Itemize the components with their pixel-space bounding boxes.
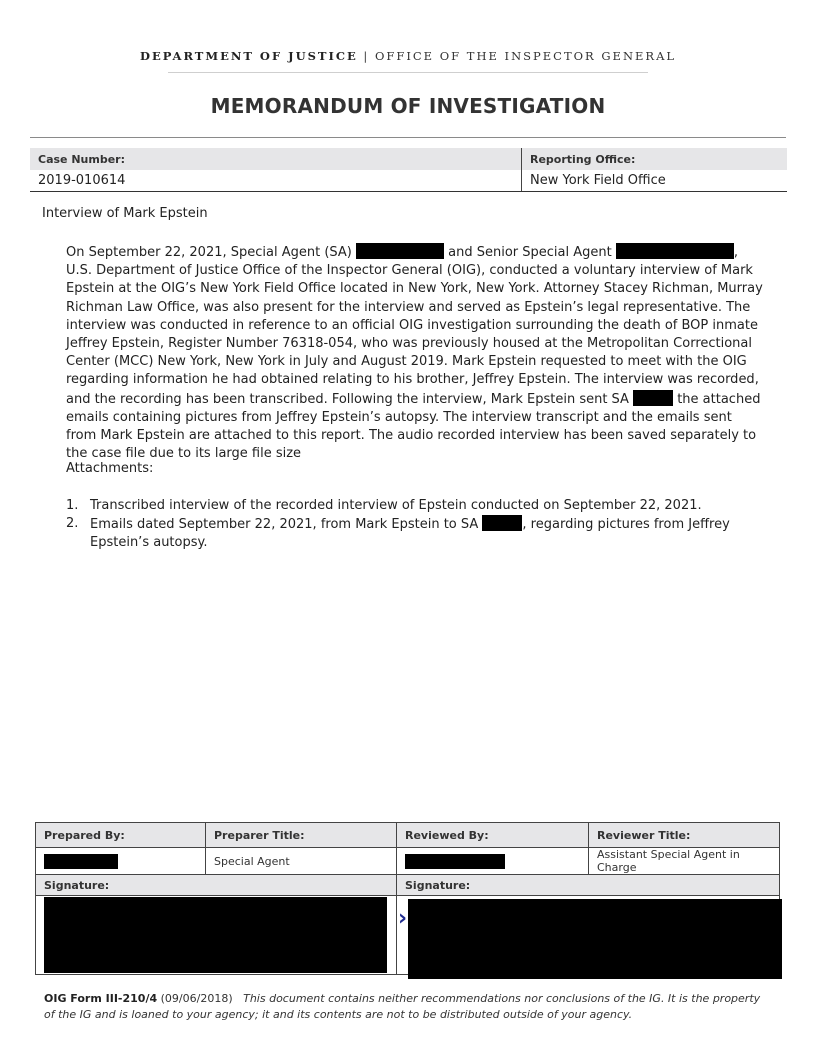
signature-label-left: Signature:	[36, 875, 397, 896]
body-text-3: , U.S. Department of Justice Office of the Inspector General (OIG), conducted a voluntary interview of Mark Epstein at the OIG’s New York Field Office located in New York, New York. Attorney Stacey Richman, Murray Richman Law Office, was also present for the interview and served as Epstein’s legal representative. The interview was conducted in reference to an official OIG investigation surrounding the death of BOP inmate Jeffrey Epstein, Register Number 76318-054, who was previously housed at the Metropolitan Correctional Center (MCC) New York, New York in July and August 2019. Mark Epstein requested to meet with the OIG regarding information he had obtained relating to his brother, Jeffrey Epstein. The interview was recorded, and the recording has been transcribed. Following the interview, Mark Epstein sent SA	[66, 245, 763, 407]
case-number-label: Case Number:	[30, 148, 522, 170]
form-id: OIG Form III-210/4	[44, 992, 158, 1005]
agency-divider	[168, 72, 648, 73]
reporting-office-value: New York Field Office	[522, 170, 788, 192]
attachment-number: 2.	[66, 516, 79, 532]
form-footer	[44, 991, 772, 1023]
redaction-box	[633, 390, 673, 406]
attachments-list	[66, 497, 766, 553]
attachment-text-b: , regarding pictures from Jeffrey Epstein’s autopsy.	[90, 517, 730, 551]
attachments-label: Attachments:	[66, 461, 154, 476]
body-text-1: On September 22, 2021, Special Agent (SA)	[66, 245, 356, 260]
attachment-text: Transcribed interview of the recorded interview of Epstein conducted on September 22, 2021.	[90, 498, 702, 513]
agency-separator: |	[357, 49, 375, 63]
agency-name: DEPARTMENT OF JUSTICE	[139, 49, 358, 63]
document-title: MEMORANDUM OF INVESTIGATION	[210, 94, 606, 118]
attachment-number: 1.	[66, 498, 79, 513]
attachment-text-a: Emails dated September 22, 2021, from Mark Epstein to SA	[90, 517, 483, 533]
prepared-by-value	[36, 848, 206, 875]
attachment-item	[66, 497, 766, 515]
case-info-table	[30, 148, 787, 192]
reviewed-by-value	[397, 848, 589, 875]
form-date: (09/06/2018)	[157, 992, 233, 1005]
attachment-item	[66, 515, 766, 552]
memo-body	[66, 243, 766, 463]
title-divider	[30, 137, 786, 138]
body-text-2: and Senior Special Agent	[444, 245, 616, 260]
signature-redaction-left	[44, 897, 387, 973]
reviewer-title-label: Reviewer Title:	[589, 823, 780, 848]
redaction-box	[482, 515, 522, 531]
body-text-4: the attached emails containing pictures from Jeffrey Epstein’s autopsy. The interview transcript and the emails sent from Mark Epstein are attached to this report. The audio recorded interview has been saved separately to the case file due to its large file size	[66, 391, 761, 462]
signature-label-right: Signature:	[397, 875, 780, 896]
form-disclaimer: This document contains neither recommendations nor conclusions of the IG. It is the property of the IG and is loaned to your agency; it and its contents are not to be distributed outside of your agency.	[44, 992, 761, 1021]
agency-office: OFFICE OF THE INSPECTOR GENERAL	[374, 49, 677, 63]
case-number-value: 2019-010614	[30, 170, 522, 192]
prepared-by-label: Prepared By:	[36, 823, 206, 848]
signature-redaction-right	[408, 899, 782, 979]
reviewer-title-value: Assistant Special Agent in Charge	[589, 848, 780, 875]
preparer-title-value: Special Agent	[206, 848, 397, 875]
reporting-office-label: Reporting Office:	[522, 148, 788, 170]
preparer-title-label: Preparer Title:	[206, 823, 397, 848]
memo-subject: Interview of Mark Epstein	[42, 206, 208, 221]
agency-header	[0, 49, 816, 63]
redaction-box	[44, 854, 118, 869]
redaction-box	[616, 243, 734, 259]
redaction-box	[356, 243, 444, 259]
redaction-box	[405, 854, 505, 869]
reviewed-by-label: Reviewed By:	[397, 823, 589, 848]
signature-ink-mark: ›	[398, 906, 408, 931]
